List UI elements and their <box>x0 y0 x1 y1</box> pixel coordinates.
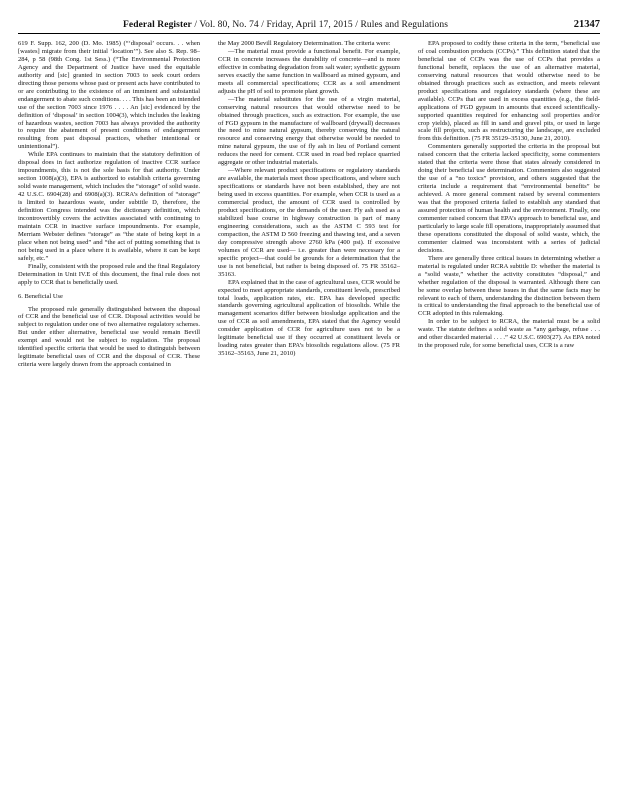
paragraph: the May 2000 Bevill Regulatory Determination. The criteria were: <box>218 40 391 47</box>
paragraph: In order to be subject to RCRA, the material must be a solid waste. The statute defines a solid waste as “any garbage, refuse . . . and other discarded material . . . .” 42 U.S.C. 6903(27). As EPA noted in the proposed rule, for some beneficial uses, CCR is a raw <box>418 318 600 350</box>
section-heading: 6. Beneficial Use <box>18 292 63 300</box>
criterion-item: —The material substitutes for the use of a virgin material, conserving natural resources that would otherwise need to be obtained through practices, such as extraction. For example, the use of FGD gypsum in the manufacture of wallboard (drywall) decreases the need to mine natural gypsum, thereby conserving the natural resource and conserving energy that otherwise would be needed to mine natural gypsum, the use of fly ash in lieu of Portland cement reduces the need for cement. CCR used in road bed replace quarried aggregate or other industrial materials. <box>218 95 400 167</box>
paragraph: EPA explained that in the case of agricultural uses, CCR would be expected to meet appropriate standards, constituent levels, prescribed total loads, application rates, etc. EPA has developed specific standards governing agricultural application of biosolids. While the management scenarios differ between biosludge application and the use of CCR as soil amendments, EPA stated that the Agency would consider application of CCR for agriculture uses not to be a legitimate beneficial use if they occurred at constituent levels or loading rates greater than EPA’s biosolids regulations allow. (75 FR 35162–35163, June 21, 2010) <box>218 278 400 358</box>
column-2 <box>218 40 400 792</box>
running-head <box>123 18 448 32</box>
paragraph: There are generally three critical issues in determining whether a material is regulated under RCRA subtitle D: whether the material is a “solid waste,” whether the activity constitutes “disposal,” and whether regulation of the disposal is warranted. Although there can be some overlap between these issues in that the same facts may be relevant to each of them, understanding the distinction between them is critical to understanding the final approach to the beneficial use of CCR adopted in this rulemaking. <box>418 254 600 318</box>
paragraph: 619 F. Supp. 162, 200 (D. Mo. 1985) (“‘disposal’ occurs. . . when [wastes] migrate from their initial ‘location’”). See also S. Rep. 98–284, p 58 (98th Cong. 1st Sess.) (“The Environmental Protection Agency and the Department of Justice have used the equitable authority and [sic] granted in section 7003 to seek court orders directing those persons whose past or present acts have contributed to or are contributing to the existence of an imminent and substantial endangerment to abate such conditions. . . . This has been an intended use of the section 7003 since 1976 . . . . An [sic] evidenced by the definition of ‘disposal’ in section 1004(3), which includes the leaking of hazardous wastes, section 7003 has always provided the authority to require the abatement of present conditions of endangerment resulting from past disposal practices, whether intentional or unintentional”). <box>18 40 200 151</box>
page-number: 21347 <box>573 19 600 30</box>
column-3 <box>418 40 600 792</box>
paragraph: Finally, consistent with the proposed rule and the final Regulatory Determination in Unit IV.E of this document, the final rule does not apply to CCR that is beneficially used. <box>18 262 200 286</box>
paragraph: Commenters generally supported the criteria in the proposal but raised concern that the criteria lacked specificity, some commenters stated that the criteria were those that states already considered in doing their beneficial use determination. Commenters also suggested the use of a “no toxics” provision, and others suggested that the criteria include a requirement that “environmental benefits” be achieved. A more general comment raised by several commenters was that the proposed criteria failed to establish any standard that assured protection of human health and the environment. Finally, one commenter raised concern that EPA’s approach to beneficial use, and particularly to large scale fill operations, inappropriately assumed that these operations constituted the disposal of solid waste, which, the commenter claimed was inconsistent with a series of judicial decisions. <box>418 143 600 254</box>
journal-title: Federal Register <box>123 20 192 30</box>
paragraph: The proposed rule generally distinguished between the disposal of CCR and the beneficial use of CCR. Disposal activities would be subject to regulation under one of two alternative regulatory schemes. But under either alternative, beneficial use would remain Bevill exempt and would not be subject to regulation. The proposal identified specific criteria that would be used to distinguish between legitimate beneficial uses of CCR and the disposal of CCR. These criteria were largely drawn from the approach contained in <box>18 305 200 369</box>
text-columns <box>18 40 600 792</box>
running-header <box>18 18 600 34</box>
issue-details: / Vol. 80, No. 74 / Friday, April 17, 2015 / Rules and Regulations <box>191 20 449 30</box>
paragraph: EPA proposed to codify these criteria in the term, “beneficial use of coal combustion products (CCPs).” This definition stated that the beneficial use of CCPs was the use of CCPs that provides a functional benefit, replaces the use of an alternative material, conserving natural resources that would otherwise need to be obtained through practices such as extraction, and meets relevant product specifications and regulatory standards (where these are available). CCPs that are used in excess quantities (e.g., the field-applications of FGD gypsum in amounts that exceed scientifically-supported quantities required for enhancing soil properties and/or crop yields), placed as fill in sand and gravel pits, or used in large scale fill projects, such as restructuring the landscape, are excluded from this definition. (75 FR 35129–35130, June 21, 2010). <box>418 40 600 143</box>
criterion-item: —The material must provide a functional benefit. For example, CCR in concrete increases the durability of concrete—and is more effective in combating degradation from salt water; synthetic gypsum serves exactly the same function in wallboard as mined gypsum, and meets all commercial specifications; CCR as a soil amendment adjusts the pH of soil to promote plant growth. <box>218 47 400 95</box>
column-1 <box>18 40 200 792</box>
paragraph: While EPA continues to maintain that the statutory definition of disposal does in fact authorize regulation of inactive CCR surface impoundments, this is not the sole basis for that authority. Under section 1008(a)(3), EPA is authorized to establish criteria governing solid waste management, which includes the “storage” of solid waste. 42 U.S.C. 6904(28) and 6908(a)(3). RCRA’s definition of “storage” is limited to hazardous waste, under subtitle D, therefore, the definition Congress intended was the dictionary definition, which incontrovertibly covers the activities associated with continuing to maintain CCR in inactive surface impoundments. For example, Merriam Webster defines “storage” as “the state of being kept in a place when not being used” and “the act of putting something that is not being used in a place where it is available, where it can be kept safely, etc.” <box>18 151 200 262</box>
criterion-item: —Where relevant product specifications or regulatory standards are available, the materials meet those specifications, and where such specifications or standards have not been established, they are not being used in excess quantities. For example, when CCR is used as a commercial product, the amount of CCR used is controlled by product specifications, or the demands of the user. Fly ash used as a stabilized base course in highway construction is part of many engineering considerations, such as the ASTM C 593 test for compaction, the ASTM D 560 freezing and thawing test, and a seven day compressive strength above 2760 kPa (400 psi). If excessive volumes of CCR are used— i.e. greater than were necessary for a specific project—that could be grounds for a determination that the use is not beneficial, but rather is being disposed of. 75 FR 35162–35163. <box>218 167 400 278</box>
